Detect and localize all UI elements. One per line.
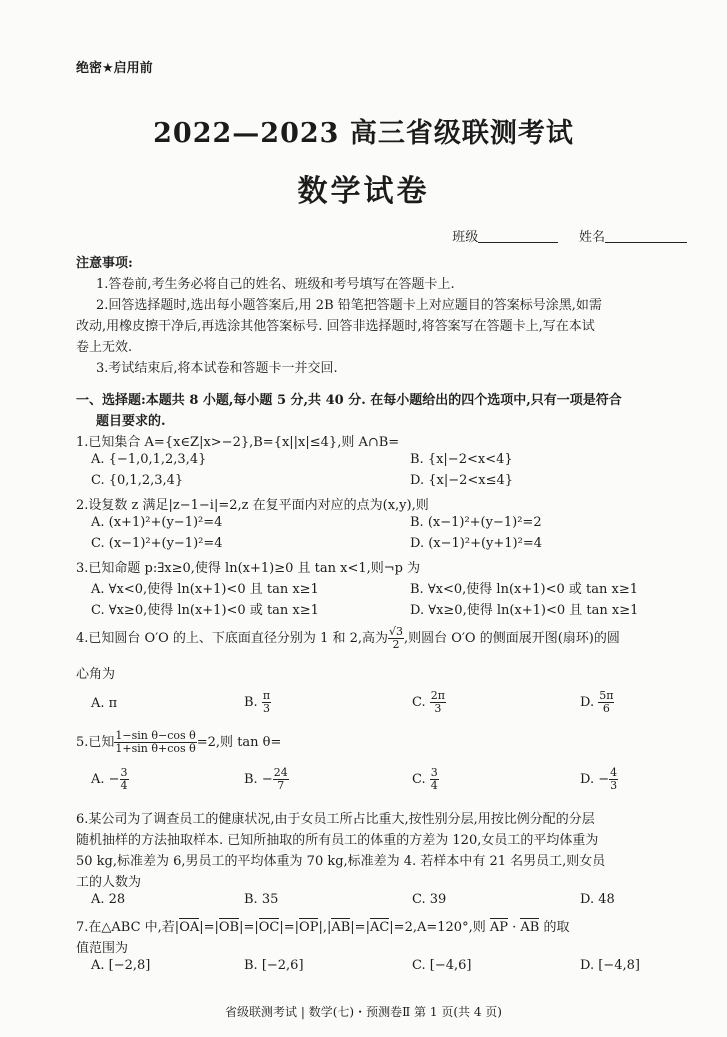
option-b: B. 35 bbox=[244, 892, 279, 907]
note-item: 2.回答选择题时,选出每小题答案后,用 2B 铅笔把答题卡上对应题目的答案标号涂黑,如需 bbox=[96, 298, 602, 313]
fraction bbox=[273, 767, 289, 792]
option-a bbox=[91, 767, 129, 792]
class-label: 班级 bbox=[452, 230, 479, 245]
option-c: C. {0,1,2,3,4} bbox=[91, 473, 184, 488]
numerator: 4 bbox=[610, 766, 618, 779]
question-5-options bbox=[0, 767, 727, 797]
question-5-stem bbox=[76, 730, 281, 755]
question-2-options-row2 bbox=[0, 536, 727, 554]
note-item: 3.考试结束后,将本试卷和答题卡一并交回. bbox=[96, 361, 338, 376]
option-a: A. 28 bbox=[91, 892, 126, 907]
q7-text: |=| bbox=[239, 920, 259, 935]
fraction bbox=[262, 690, 271, 715]
option-a: A. [−2,8] bbox=[91, 958, 151, 973]
question-1-stem: 1.已知集合 A={x∈Z|x>−2},B={x||x|≤4},则 A∩B= bbox=[76, 435, 400, 450]
option-d-label: D. bbox=[580, 695, 595, 710]
option-b bbox=[244, 690, 271, 715]
question-4-stem-cont: 心角为 bbox=[76, 667, 116, 682]
fraction bbox=[430, 767, 439, 792]
notes-heading: 注意事项: bbox=[76, 256, 133, 271]
vector-op: OP bbox=[299, 920, 319, 935]
question-6-options bbox=[0, 892, 727, 910]
denominator: 2 bbox=[392, 638, 400, 651]
option-d: D. 48 bbox=[580, 892, 615, 907]
q7-text: 7.在△ABC 中,若| bbox=[76, 920, 180, 935]
option-b-label: B. − bbox=[244, 772, 273, 787]
question-5-stem-a: 5.已知 bbox=[76, 735, 115, 750]
option-d bbox=[580, 690, 614, 715]
numerator: π bbox=[262, 689, 271, 702]
note-item: 1.答卷前,考生务必将自己的姓名、班级和考号填写在答题卡上. bbox=[96, 277, 455, 292]
numerator: 5π bbox=[599, 689, 614, 702]
exam-title: 2022—2023 高三省级联测考试 bbox=[153, 118, 574, 149]
denominator: 7 bbox=[277, 779, 285, 792]
fraction bbox=[598, 690, 614, 715]
question-6-line: 50 kg,标准差为 6,男员工的平均体重为 70 kg,标准差为 4. 若样本中有 21 名男员工,则女员 bbox=[76, 854, 606, 869]
name-label: 姓名 bbox=[578, 230, 605, 245]
page-footer: 省级联测考试 | 数学(七)・预测卷Ⅱ 第 1 页(共 4 页) bbox=[225, 1005, 502, 1019]
question-4-stem bbox=[76, 626, 620, 651]
option-c-label: C. bbox=[412, 772, 426, 787]
option-a: A. {−1,0,1,2,3,4} bbox=[91, 452, 207, 467]
option-c: C. (x−1)²+(y−1)²=4 bbox=[91, 536, 223, 551]
confidential-label: 绝密★启用前 bbox=[76, 61, 153, 76]
numerator: 3 bbox=[430, 766, 438, 779]
question-6-line: 随机抽样的方法抽取样本. 已知所抽取的所有员工的体重的方差为 120,女员工的平均体重为 bbox=[76, 833, 599, 848]
option-c: C. ∀x≥0,使得 ln(x+1)<0 或 tan x≥1 bbox=[91, 603, 319, 618]
denominator: 3 bbox=[434, 702, 442, 715]
option-c bbox=[412, 767, 439, 792]
option-b bbox=[244, 767, 289, 792]
question-4-stem-b: ,则圆台 O′O 的侧面展开图(扇环)的圆 bbox=[404, 631, 620, 646]
option-d: D. (x−1)²+(y+1)²=4 bbox=[410, 536, 542, 551]
fraction bbox=[114, 730, 196, 755]
numerator: 3 bbox=[120, 766, 128, 779]
denominator: 4 bbox=[120, 779, 128, 792]
q7-text: · bbox=[507, 920, 521, 935]
q7-text: |=2,A=120°,则 bbox=[389, 920, 490, 935]
option-a: A. π bbox=[91, 696, 118, 711]
option-c bbox=[412, 690, 446, 715]
option-c-label: C. bbox=[412, 695, 426, 710]
option-d: D. ∀x≥0,使得 ln(x+1)<0 且 tan x≥1 bbox=[410, 603, 639, 618]
option-d bbox=[580, 767, 618, 792]
question-5-stem-b: =2,则 tan θ= bbox=[196, 735, 282, 750]
exam-subtitle: 数学试卷 bbox=[297, 174, 430, 209]
vector-ab: AB bbox=[331, 920, 351, 935]
class-blank bbox=[478, 229, 558, 243]
option-b: B. ∀x<0,使得 ln(x+1)<0 或 tan x≥1 bbox=[410, 582, 638, 597]
question-6-line: 工的人数为 bbox=[76, 875, 142, 890]
numerator: 24 bbox=[273, 766, 288, 779]
denominator: 3 bbox=[610, 779, 618, 792]
option-d: D. [−4,8] bbox=[580, 958, 640, 973]
section-heading-cont: 题目要求的. bbox=[96, 414, 166, 429]
option-b: B. [−2,6] bbox=[244, 958, 304, 973]
q7-text: |=| bbox=[350, 920, 370, 935]
question-4-stem-a: 4.已知圆台 O′O 的上、下底面直径分别为 1 和 2,高为 bbox=[76, 631, 389, 646]
vector-oc: OC bbox=[258, 920, 280, 935]
question-7-stem bbox=[76, 916, 569, 935]
class-name-line bbox=[452, 226, 687, 245]
option-b-label: B. bbox=[244, 695, 258, 710]
fraction bbox=[388, 626, 404, 651]
option-a: A. ∀x<0,使得 ln(x+1)<0 且 tan x≥1 bbox=[91, 582, 319, 597]
q7-text: |=| bbox=[279, 920, 300, 935]
question-1-options-row1 bbox=[0, 452, 727, 470]
denominator: 4 bbox=[430, 779, 438, 792]
note-item: 卷上无效. bbox=[76, 340, 133, 355]
question-7-options bbox=[0, 958, 727, 976]
question-4-options bbox=[0, 690, 727, 720]
denominator: 3 bbox=[262, 702, 270, 715]
option-c: C. 39 bbox=[412, 892, 447, 907]
vector-ob: OB bbox=[218, 920, 240, 935]
vector-oa: OA bbox=[179, 920, 200, 935]
option-d-label: D. − bbox=[580, 772, 610, 787]
numerator: 2π bbox=[430, 689, 445, 702]
question-1-options-row2 bbox=[0, 473, 727, 491]
q7-text: 的取 bbox=[539, 920, 570, 935]
vector-ac: AC bbox=[369, 920, 390, 935]
option-a-label: A. − bbox=[91, 772, 120, 787]
denominator: 6 bbox=[602, 702, 610, 715]
numerator: √3 bbox=[389, 625, 404, 638]
q7-text: |,| bbox=[318, 920, 332, 935]
option-d: D. {x|−2<x≤4} bbox=[410, 473, 514, 488]
option-b: B. {x|−2<x<4} bbox=[410, 452, 513, 467]
question-6-line: 6.某公司为了调查员工的健康状况,由于女员工所占比重大,按性别分层,用按比例分配的分层 bbox=[76, 812, 595, 827]
question-3-stem: 3.已知命题 p:∃x≥0,使得 ln(x+1)≥0 且 tan x<1,则¬p 为 bbox=[76, 561, 421, 576]
note-item: 改动,用橡皮擦干净后,再选涂其他答案标号. 回答非选择题时,将答案写在答题卡上,写在本试 bbox=[76, 319, 595, 334]
fraction bbox=[430, 690, 446, 715]
q7-text: |=| bbox=[199, 920, 219, 935]
question-2-options-row1 bbox=[0, 515, 727, 533]
vector-ab: AB bbox=[520, 920, 540, 935]
question-2-stem: 2.设复数 z 满足|z−1−i|=2,z 在复平面内对应的点为(x,y),则 bbox=[76, 498, 429, 513]
question-3-options-row1 bbox=[0, 578, 727, 596]
option-c: C. [−4,6] bbox=[412, 958, 472, 973]
numerator: 1−sin θ−cos θ bbox=[115, 729, 196, 742]
question-7-stem-cont: 值范围为 bbox=[76, 941, 129, 956]
fraction bbox=[120, 767, 129, 792]
denominator: 1+sin θ+cos θ bbox=[115, 742, 196, 755]
fraction bbox=[609, 767, 618, 792]
name-blank bbox=[605, 229, 687, 243]
option-a: A. (x+1)²+(y−1)²=4 bbox=[91, 515, 223, 530]
vector-ap: AP bbox=[489, 920, 508, 935]
section-heading: 一、选择题:本题共 8 小题,每小题 5 分,共 40 分. 在每小题给出的四个选项中,只有一项是符合 bbox=[76, 393, 622, 408]
option-b: B. (x−1)²+(y−1)²=2 bbox=[410, 515, 542, 530]
question-3-options-row2 bbox=[0, 599, 727, 617]
